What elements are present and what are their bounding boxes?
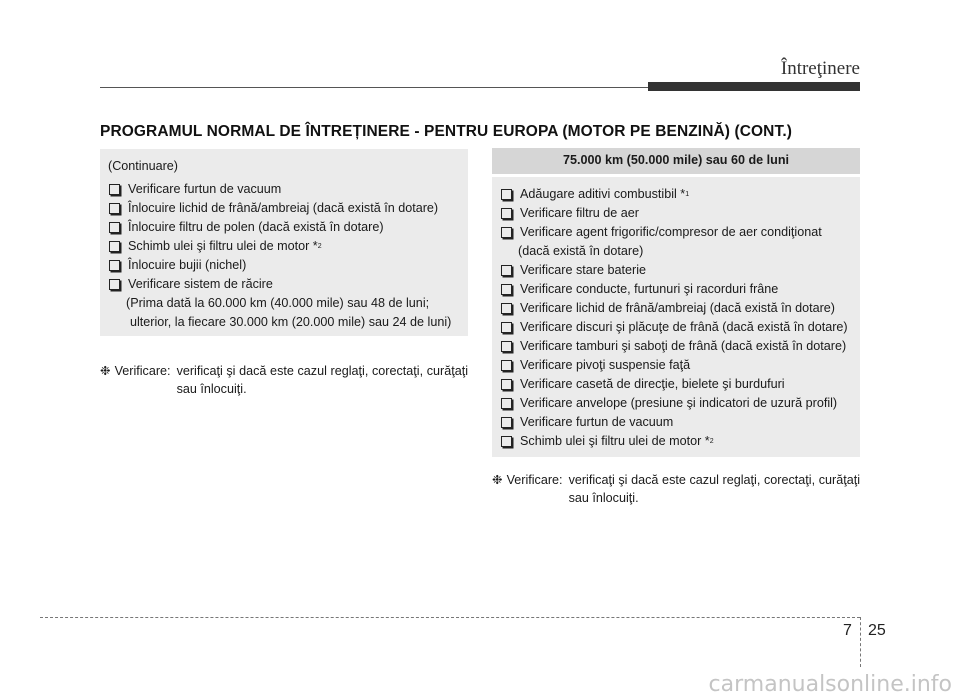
- list-item-detail: (dacă există în dotare): [518, 244, 644, 258]
- note-text: verificaţi şi dacă este cazul reglaţi, corectaţi, curăţaţi sau înlocuiţi.: [176, 364, 468, 396]
- list-item: Verificare discuri şi plăcuţe de frână (dacă există în dotare): [500, 318, 856, 337]
- footer-vertical-divider: [860, 617, 861, 667]
- continuation-label: (Continuare): [108, 159, 178, 173]
- list-item-detail: (Prima dată la 60.000 km (40.000 mile) sau 48 de luni;: [126, 296, 430, 310]
- checkbox-icon: [109, 222, 120, 233]
- checkbox-icon: [501, 436, 512, 447]
- checkbox-icon: [109, 260, 120, 271]
- list-item: Înlocuire bujii (nichel): [108, 256, 464, 275]
- footnote-marker: 1: [685, 191, 690, 198]
- footnote-marker: 2: [709, 438, 714, 445]
- checkbox-icon: [501, 398, 512, 409]
- header-accent-bar: [648, 82, 860, 91]
- checkbox-icon: [109, 241, 120, 252]
- checkbox-icon: [501, 284, 512, 295]
- interval-header: 75.000 km (50.000 mile) sau 60 de luni: [492, 148, 860, 174]
- note-text: verificaţi şi dacă este cazul reglaţi, corectaţi, curăţaţi sau înlocuiţi.: [568, 473, 860, 505]
- section-title: PROGRAMUL NORMAL DE ÎNTREȚINERE - PENTRU EUROPA (MOTOR PE BENZINĂ) (CONT.): [100, 123, 792, 140]
- checkbox-icon: [501, 227, 512, 238]
- checkbox-icon: [501, 417, 512, 428]
- checkbox-icon: [109, 279, 120, 290]
- asterisk-icon: ❉: [492, 473, 503, 487]
- page-number: 25: [868, 622, 886, 639]
- verification-note: [100, 362, 468, 398]
- list-item: Verificare conducte, furtunuri şi racorduri frâne: [500, 280, 856, 299]
- checkbox-icon: [501, 303, 512, 314]
- list-item: Verificare sistem de răcire: [108, 275, 464, 294]
- list-item: Verificare anvelope (presiune şi indicatori de uzură profil): [500, 394, 856, 413]
- checkbox-icon: [501, 379, 512, 390]
- list-item: Înlocuire lichid de frână/ambreiaj (dacă există în dotare): [108, 199, 464, 218]
- checkbox-icon: [109, 203, 120, 214]
- list-item: Verificare filtru de aer: [500, 204, 856, 223]
- list-item-detail: ulterior, la fiecare 30.000 km (20.000 mile) sau 24 de luni): [130, 315, 452, 329]
- list-item: Verificare stare baterie: [500, 261, 856, 280]
- list-item: Verificare pivoţi suspensie faţă: [500, 356, 856, 375]
- checkbox-icon: [501, 265, 512, 276]
- note-label: Verificare:: [506, 473, 563, 487]
- list-item: Verificare agent frigorific/compresor de aer condiţionat: [500, 223, 856, 242]
- checkbox-icon: [501, 322, 512, 333]
- footnote-marker: 2: [317, 243, 322, 250]
- list-item: Verificare tamburi şi saboţi de frână (dacă există în dotare): [500, 337, 856, 356]
- left-schedule-box: [100, 149, 468, 336]
- list-item: Adăugare aditivi combustibil * 1: [500, 185, 856, 204]
- chapter-title: Întreţinere: [780, 58, 860, 79]
- list-item: Verificare casetă de direcţie, bielete şi burdufuri: [500, 375, 856, 394]
- list-item: Verificare furtun de vacuum: [108, 180, 464, 199]
- checkbox-icon: [501, 208, 512, 219]
- list-item: Verificare furtun de vacuum: [500, 413, 856, 432]
- right-column: [492, 148, 860, 507]
- checkbox-icon: [501, 360, 512, 371]
- chapter-number: 7: [843, 622, 852, 639]
- list-item: Verificare lichid de frână/ambreiaj (dacă există în dotare): [500, 299, 856, 318]
- list-item: Înlocuire filtru de polen (dacă există în dotare): [108, 218, 464, 237]
- asterisk-icon: ❉: [100, 364, 111, 378]
- left-column: [100, 149, 468, 398]
- checkbox-icon: [501, 189, 512, 200]
- checkbox-icon: [501, 341, 512, 352]
- list-item: Schimb ulei şi filtru ulei de motor * 2: [108, 237, 464, 256]
- footer-divider: [40, 617, 860, 618]
- right-schedule-box: [492, 174, 860, 457]
- note-label: Verificare:: [114, 364, 171, 378]
- verification-note: [492, 471, 860, 507]
- checkbox-icon: [109, 184, 120, 195]
- list-item: Schimb ulei şi filtru ulei de motor * 2: [500, 432, 856, 451]
- watermark: carmanualsonline.info: [708, 672, 952, 697]
